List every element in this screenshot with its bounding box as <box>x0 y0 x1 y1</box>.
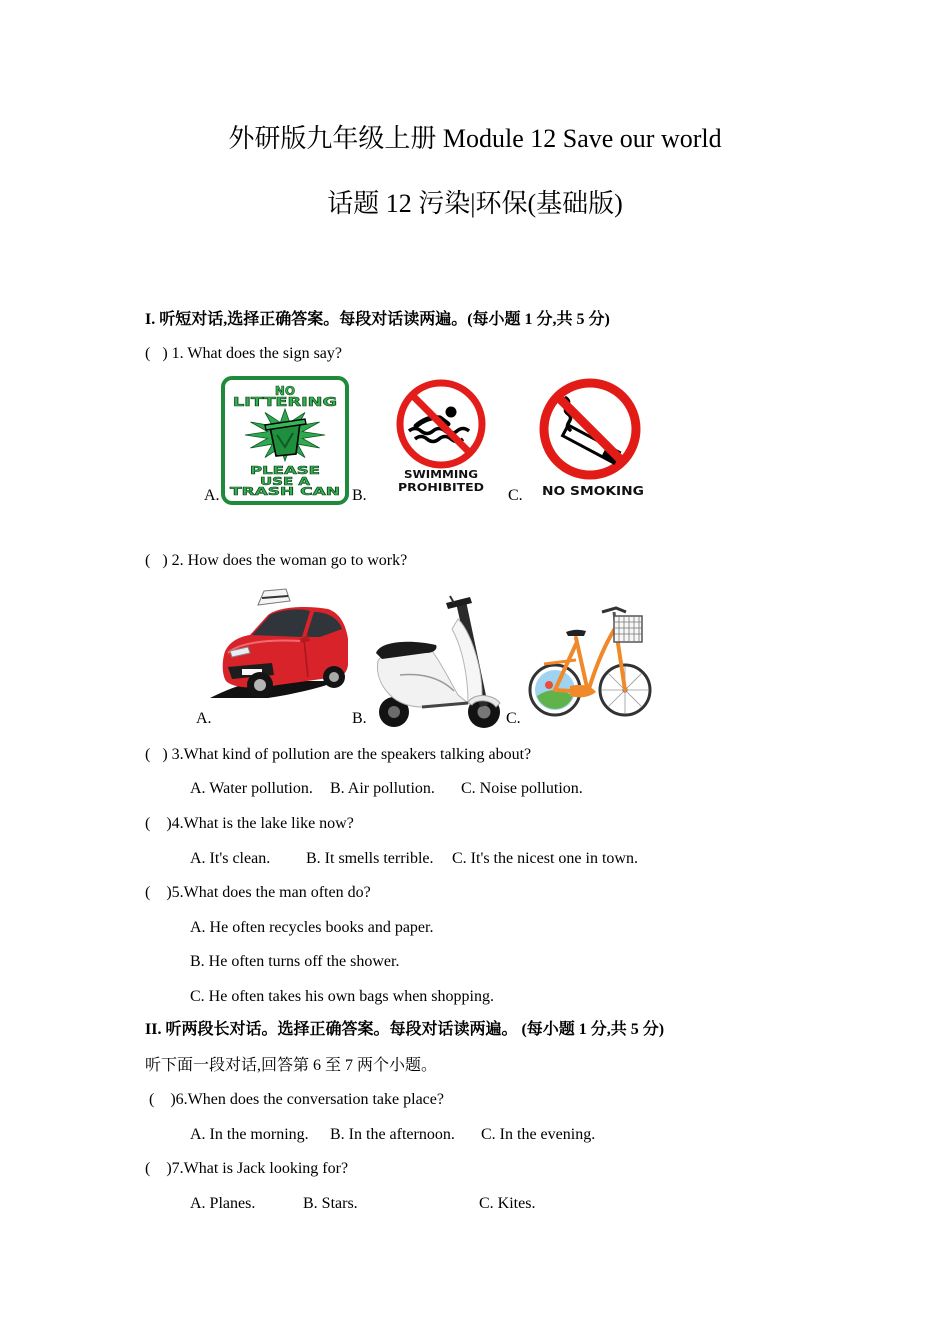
question-7-option-b: B. Stars. <box>303 1195 358 1212</box>
question-6-option-c: C. In the evening. <box>481 1126 596 1143</box>
question-5-option-b: B. He often turns off the shower. <box>190 953 400 970</box>
title-line-1: 外研版九年级上册 Module 12 Save our world <box>228 124 722 153</box>
bicycle-cover-dot <box>545 681 553 689</box>
question-6-prompt: ( )6.When does the conversation take place? <box>145 1091 444 1108</box>
red-taxi-car-image <box>208 585 354 699</box>
bicycle-basket <box>614 616 642 642</box>
sign-text-no-smoking: NO SMOKING <box>542 484 644 498</box>
sign-text-prohibited: PROHIBITED <box>398 481 484 494</box>
section-2-heading: II. 听两段长对话。选择正确答案。每段对话读两遍。 (每小题 1 分,共 5 分) <box>145 1021 665 1038</box>
scooter-front-hub <box>478 706 491 719</box>
swimming-prohibited-sign <box>390 380 492 496</box>
scooter-rear-hub <box>388 706 400 718</box>
section-2-intro: 听下面一段对话,回答第 6 至 7 两个小题。 <box>145 1057 438 1074</box>
question-2-label-a: A. <box>196 710 212 727</box>
question-7-prompt: ( )7.What is Jack looking for? <box>145 1160 349 1177</box>
question-2-prompt: ( ) 2. How does the woman go to work? <box>145 552 408 569</box>
question-3-option-b: B. Air pollution. <box>330 780 435 797</box>
question-7-option-a: A. Planes. <box>190 1195 256 1212</box>
question-1-prompt: ( ) 1. What does the sign say? <box>145 345 342 362</box>
question-5-option-a: A. He often recycles books and paper. <box>190 919 434 936</box>
bicycle-seat <box>566 630 586 636</box>
question-2-label-b: B. <box>352 710 367 727</box>
car-front-hub <box>254 679 266 691</box>
question-4-option-a: A. It's clean. <box>190 850 271 867</box>
no-littering-sign <box>220 375 350 507</box>
question-2-label-c: C. <box>506 710 521 727</box>
question-5-option-c: C. He often takes his own bags when shopping. <box>190 988 494 1005</box>
scooter-leg-shield <box>452 619 482 703</box>
scooter-image <box>370 595 504 730</box>
car-rear-hub <box>329 672 339 682</box>
sign-text-no: NO <box>274 384 296 398</box>
section-1-heading: I. 听短对话,选择正确答案。每段对话读两遍。(每小题 1 分,共 5 分) <box>145 311 610 328</box>
question-3-prompt: ( ) 3.What kind of pollution are the speakers talking about? <box>145 746 532 763</box>
question-1-label-a: A. <box>204 487 220 504</box>
sign-text-trash-can: TRASH CAN <box>230 485 340 498</box>
question-6-option-a: A. In the morning. <box>190 1126 309 1143</box>
question-6-option-b: B. In the afternoon. <box>330 1126 455 1143</box>
bicycle-rear-rack <box>544 660 576 664</box>
sign-text-swimming: SWIMMING <box>404 468 478 481</box>
bicycle-handlebar <box>602 608 626 612</box>
question-3-option-a: A. Water pollution. <box>190 780 313 797</box>
question-5-prompt: ( )5.What does the man often do? <box>145 884 371 901</box>
bicycle-chain-guard <box>570 685 596 697</box>
sign-text-use-a: USE A <box>260 475 311 488</box>
sign-text-littering: LITTERING <box>233 395 337 409</box>
question-1-label-b: B. <box>352 487 367 504</box>
sign-text-please: PLEASE <box>250 464 320 477</box>
question-7-option-c: C. Kites. <box>479 1195 536 1212</box>
title-line-2: 话题 12 污染|环保(基础版) <box>327 189 623 218</box>
question-1-label-c: C. <box>508 487 523 504</box>
question-4-option-b: B. It smells terrible. <box>306 850 434 867</box>
question-4-option-c: C. It's the nicest one in town. <box>452 850 638 867</box>
question-3-option-c: C. Noise pollution. <box>461 780 583 797</box>
bicycle-image <box>526 600 654 718</box>
question-4-prompt: ( )4.What is the lake like now? <box>145 815 354 832</box>
no-smoking-sign <box>534 374 650 500</box>
